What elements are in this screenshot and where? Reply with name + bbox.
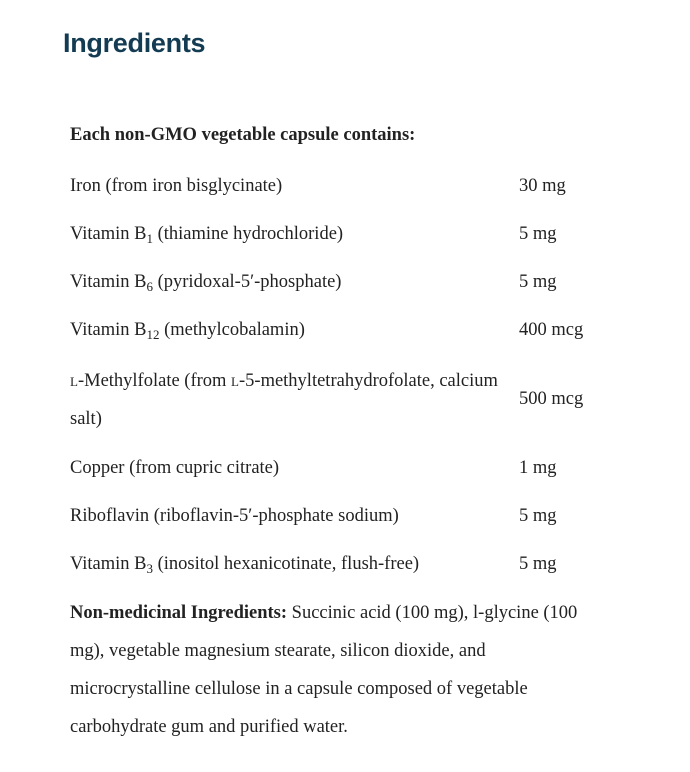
capsule-intro: Each non-GMO vegetable capsule contains:	[70, 125, 416, 145]
ingredient-amount: 5 mg	[519, 224, 557, 244]
ingredient-name: l-Methylfolate (from l-5-methyltetrahydrofolate, calcium salt)	[70, 371, 498, 429]
ingredients-panel	[70, 116, 630, 765]
subscript: 6	[146, 279, 153, 294]
non-medicinal-label: Non-medicinal Ingredients:	[70, 603, 288, 623]
ingredient-amount: 5 mg	[519, 506, 557, 526]
ingredient-amount: 5 mg	[519, 272, 557, 292]
ingredient-name: Vitamin $B_{12}$ (methylcobalamin)	[70, 320, 305, 342]
ingredient-amount: 500 mcg	[519, 389, 584, 409]
ingredient-row-copper	[70, 444, 630, 492]
ingredient-name: Iron (from iron bisglycinate)	[70, 176, 283, 196]
ingredient-amount: 400 mcg	[519, 320, 584, 340]
ingredient-amount: 30 mg	[519, 176, 566, 196]
ingredient-name: Copper (from cupric citrate)	[70, 458, 280, 478]
ingredient-row-methylfolate	[70, 354, 630, 444]
ingredient-row-vitamin-b1	[70, 210, 630, 258]
ingredient-row-vitamin-b3	[70, 540, 630, 588]
subscript: 12	[146, 327, 160, 342]
ingredient-row-iron	[70, 162, 630, 210]
ingredient-name: Vitamin $B_1$ (thiamine hydrochloride)	[70, 224, 344, 246]
subscript: 3	[146, 561, 153, 576]
ingredient-amount: 5 mg	[519, 554, 557, 574]
ingredient-amount: 1 mg	[519, 458, 557, 478]
non-medicinal-text: Succinic acid (100 mg), l-glycine (100 mg), vegetable magnesium stearate, silicon dioxide, and microcrystalline cellulose in a capsule composed of vegetable carbohydrate gum and purified water.	[70, 603, 578, 737]
subscript: 1	[146, 231, 153, 246]
ingredient-name: Vitamin $B_6$ (pyridoxal-5′-phosphate)	[70, 272, 342, 294]
ingredient-row-vitamin-b12	[70, 306, 630, 354]
ingredient-name: Vitamin $B_3$ (inositol hexanicotinate, flush-free)	[70, 554, 420, 576]
page-title: Ingredients	[63, 28, 206, 58]
ingredient-row-vitamin-b6	[70, 258, 630, 306]
ingredient-name: Riboflavin (riboflavin-5′-phosphate sodium)	[70, 506, 399, 526]
ingredient-row-riboflavin	[70, 492, 630, 540]
ingredients-table	[70, 162, 630, 588]
non-medicinal-ingredients	[70, 594, 610, 746]
